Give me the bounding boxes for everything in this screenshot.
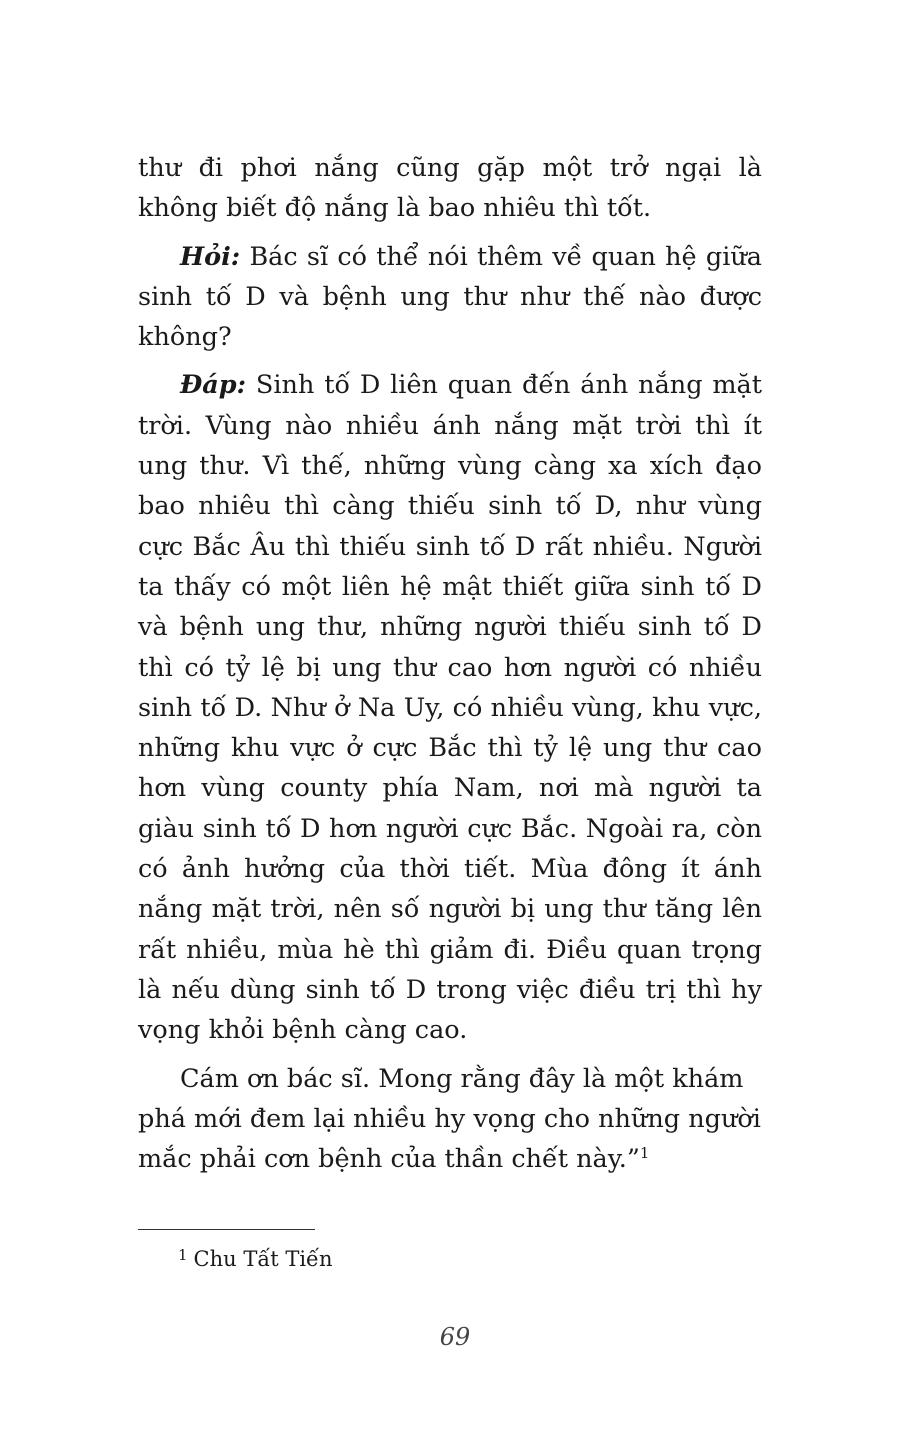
answer-text: Sinh tố D liên quan đến ánh nắng mặt trời. Vùng nào nhiều ánh nắng mặt trời thì ít ung thư. Vì thế, những vùng càng xa xích đạo bao nhiêu thì càng thiếu sinh tố D, như vùng cực Bắc Âu thì thiếu sinh tố D rất nhiều. Người ta thấy có một liên hệ mật thiết giữa sinh tố D và bệnh ung thư, những người thiếu sinh tố D thì có tỷ lệ bị ung thư cao hơn người có nhiều sinh tố D. Như ở Na Uy, có nhiều vùng, khu vực, những khu vực ở cực Bắc thì tỷ lệ ung thư cao hơn vùng county phía Nam, nơi mà người ta giàu sinh tố D hơn người cực Bắc. Ngoài ra, còn có ảnh hưởng của thời tiết. Mùa đông ít ánh nắng mặt trời, nên số người bị ung thư tăng lên rất nhiều, mùa hè thì giảm đi. Điều quan trọng là nếu dùng sinh tố D trong việc điều trị thì hy vọng khỏi bệnh càng cao. bbox=[138, 370, 762, 1046]
paragraph-question bbox=[138, 237, 762, 358]
closing-text: Cám ơn bác sĩ. Mong rằng đây là một khám phá mới đem lại nhiều hy vọng cho những người mắc phải cơn bệnh của thần chết này.” bbox=[138, 1063, 761, 1175]
paragraph-continuation bbox=[138, 148, 762, 229]
footnote-reference[interactable]: 1 bbox=[639, 1144, 650, 1163]
footnote-divider bbox=[138, 1229, 315, 1230]
footnote bbox=[178, 1238, 333, 1276]
question-text: Bác sĩ có thể nói thêm về quan hệ giữa sinh tố D và bệnh ung thư như thế nào được không? bbox=[138, 241, 762, 353]
body-text bbox=[138, 148, 762, 1187]
question-label: Hỏi: bbox=[180, 241, 241, 272]
paragraph-answer bbox=[138, 365, 762, 1050]
answer-label: Đáp: bbox=[180, 370, 247, 401]
page-number: 69 bbox=[439, 1323, 471, 1351]
footnote-text: Chu Tất Tiến bbox=[193, 1247, 333, 1271]
footnote-marker: 1 bbox=[178, 1246, 188, 1264]
paragraph-text: thư đi phơi nắng cũng gặp một trở ngại là không biết độ nắng là bao nhiêu thì tốt. bbox=[138, 153, 762, 224]
paragraph-closing bbox=[138, 1059, 762, 1180]
